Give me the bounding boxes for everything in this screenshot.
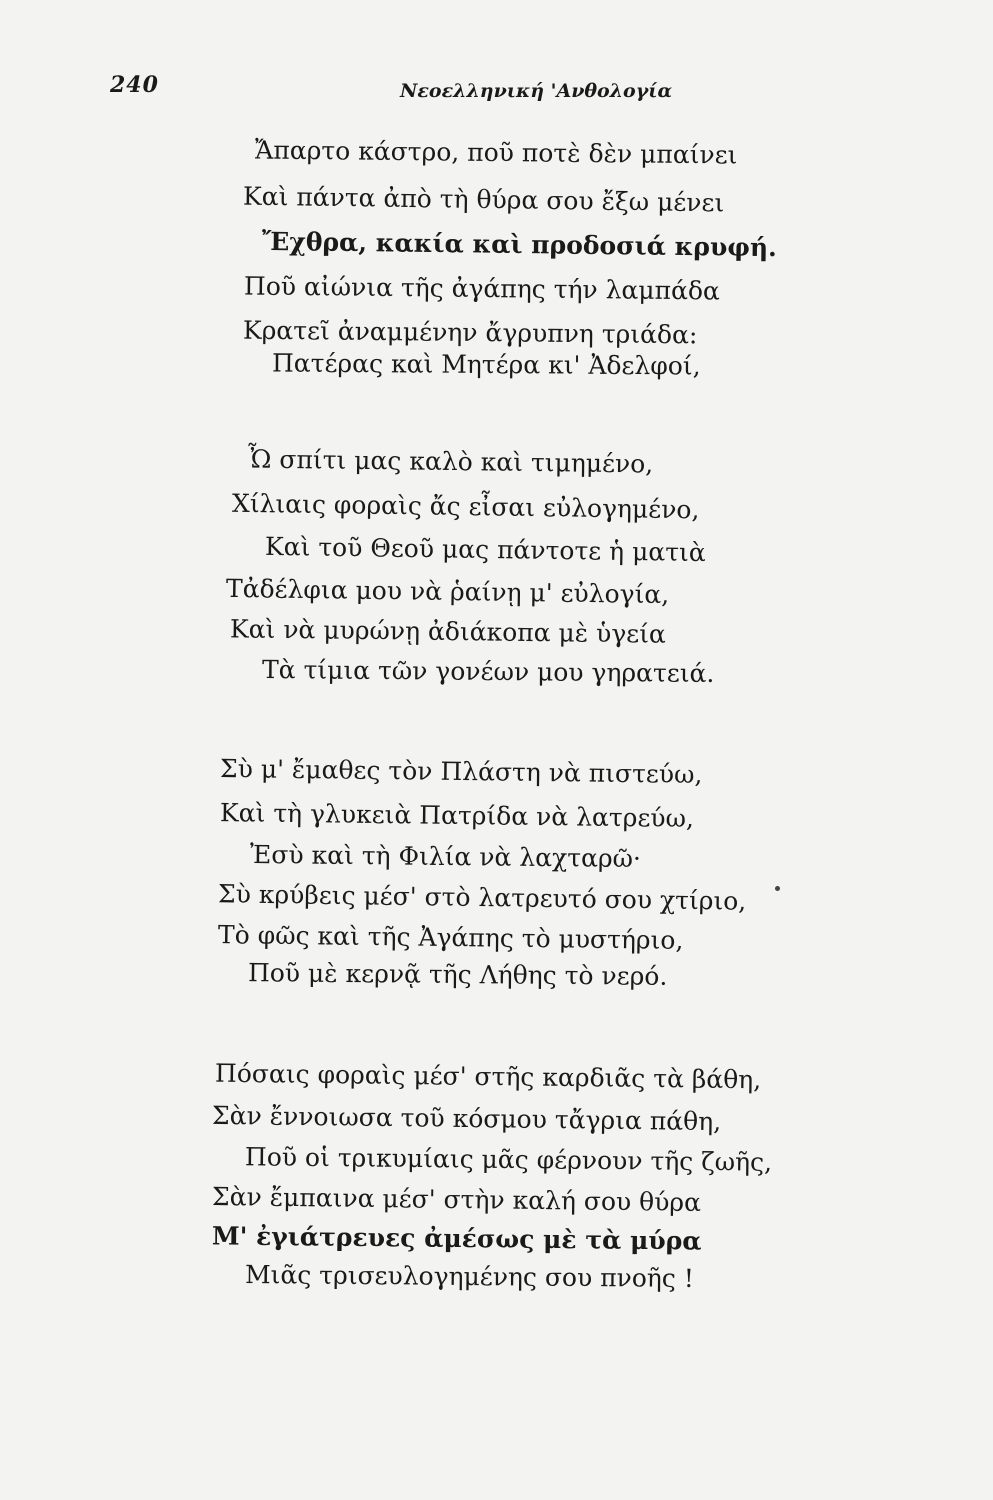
poem-line: Ποῦ αἰώνια τῆς ἀγάπης τήν λαμπάδα bbox=[243, 271, 721, 306]
poem-line: Τἀδέλφια μου νὰ ῥαίνῃ μ' εὐλογία, bbox=[225, 573, 670, 610]
poem-line: Καὶ τὴ γλυκειὰ Πατρίδα νὰ λατρεύω, bbox=[219, 798, 695, 833]
running-head: Νεοελληνική 'Ανθολογία bbox=[400, 80, 673, 102]
poem-line: Ὦ σπίτι μας καλὸ καὶ τιμημένο, bbox=[247, 444, 654, 479]
ink-speck bbox=[775, 886, 780, 891]
poem-line: Σὺ μ' ἔμαθες τὸν Πλάστη νὰ πιστεύω, bbox=[219, 754, 703, 789]
poem-line: Καὶ πάντα ἀπὸ τὴ θύρα σου ἔξω μένει bbox=[242, 181, 725, 218]
poem-line: Ποῦ μὲ κερνᾷ τῆς Λήθης τὸ νερό. bbox=[247, 958, 668, 991]
poem-line: Μιᾶς τρισευλογημένης σου πνοῆς ! bbox=[244, 1260, 694, 1293]
poem-line: Σὰν ἔμπαινα μέσ' στὴν καλή σου θύρα bbox=[211, 1182, 702, 1217]
poem-line: Καὶ νὰ μυρώνῃ ἀδιάκοπα μὲ ὑγεία bbox=[229, 614, 667, 649]
poem-line: Τὰ τίμια τῶν γονέων μου γηρατειά. bbox=[261, 655, 715, 688]
poem-line: Τὸ φῶς καὶ τῆς Ἀγάπης τὸ μυστήριο, bbox=[217, 920, 684, 955]
poem-line: Κρατεῖ ἀναμμένην ἄγρυπνη τριάδα: bbox=[242, 315, 698, 350]
page-number: 240 bbox=[110, 72, 159, 98]
poem-line: Σὰν ἔννοιωσα τοῦ κόσμου τἄγρια πάθη, bbox=[211, 1100, 722, 1137]
poem-line: Σὺ κρύβεις μέσ' στὸ λατρευτό σου χτίριο, bbox=[217, 879, 747, 916]
poem-line: Ἐσὺ καὶ τὴ Φιλία νὰ λαχταρῶ· bbox=[249, 839, 642, 874]
poem-line: Καὶ τοῦ Θεοῦ μας πάντοτε ἡ ματιὰ bbox=[264, 531, 706, 568]
poem-line: Πατέρας καὶ Μητέρα κι' Ἀδελφοί, bbox=[271, 348, 701, 381]
poem-line: Χίλιαις φοραὶς ἄς εἶσαι εὐλογημένο, bbox=[231, 488, 700, 525]
poem-line: Ἄπαρτο κάστρο, ποῦ ποτὲ δὲν μπαίνει bbox=[254, 135, 738, 170]
poem-line: Πόσαις φοραὶς μέσ' στῆς καρδιᾶς τὰ βάθη, bbox=[214, 1058, 762, 1095]
poem-line: Ἔχθρα, κακία καὶ προδοσιά κρυφή. bbox=[261, 226, 778, 263]
poem-line: Μ' ἐγιάτρευες ἀμέσως μὲ τὰ μύρα bbox=[211, 1221, 702, 1256]
poem-line: Ποῦ οἱ τρικυμίαις μᾶς φέρνουν τῆς ζωῆς, bbox=[244, 1142, 773, 1177]
